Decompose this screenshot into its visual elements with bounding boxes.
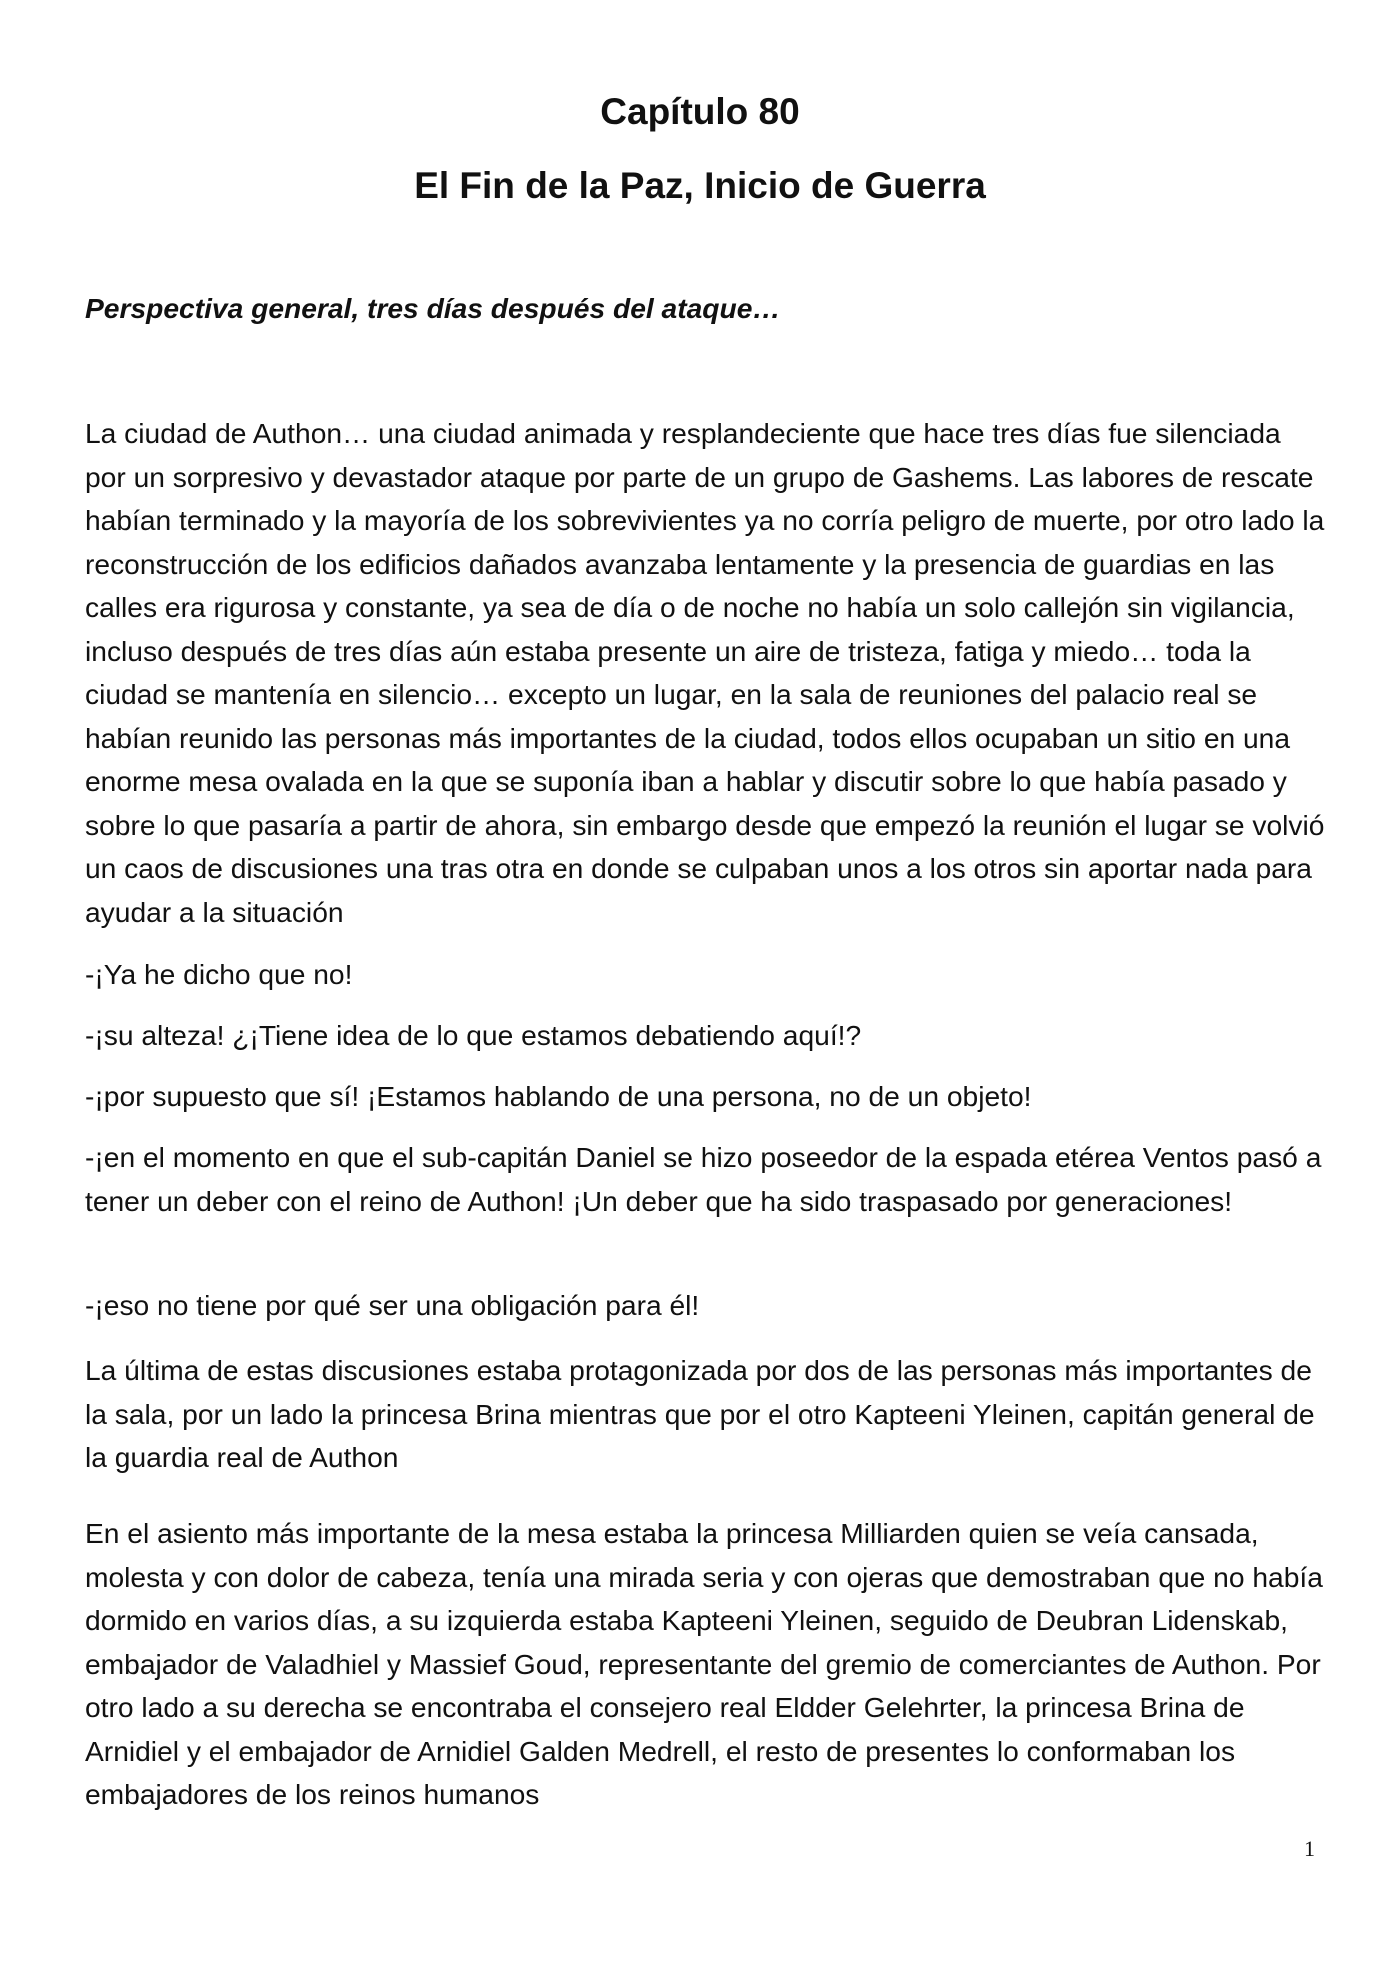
perspective-heading: Perspectiva general, tres días después del ataque…	[85, 292, 781, 324]
dialogue-line: -¡su alteza! ¿¡Tiene idea de lo que estamos debatiendo aquí!?	[85, 1019, 862, 1051]
dialogue-line: -¡Ya he dicho que no!	[85, 958, 353, 990]
paragraph-text: La última de estas discusiones estaba protagonizada por dos de las personas más importantes de la sala, por un lado la princesa Brina mientras que por el otro Kapteeni Yleinen, capitán general de la guardia real de Authon	[85, 1354, 1315, 1473]
chapter-subtitle: El Fin de la Paz, Inicio de Guerra	[414, 165, 986, 206]
paragraph-text: La ciudad de Authon… una ciudad animada y resplandeciente que hace tres días fue silenciada por un sorpresivo y devastador ataque por parte de un grupo de Gashems. Las labores de rescate habían terminado y la mayoría de los sobrevivientes ya no corría peligro de muerte, por otro lado la reconstrucción de los edificios dañados avanzaba lentamente y la presencia de guardias en las calles era rigurosa y constante, ya sea de día o de noche no había un solo callejón sin vigilancia, incluso después de tres días aún estaba presente un aire de tristeza, fatiga y miedo… toda la ciudad se mantenía en silencio… excepto un lugar, en la sala de reuniones del palacio real se habían reunido las personas más importantes de la ciudad, todos ellos ocupaban un sitio en una enorme mesa ovalada en la que se suponía iban a hablar y discutir sobre lo que había pasado y sobre lo que pasaría a partir de ahora, sin embargo desde que empezó la reunión el lugar se volvió un caos de discusiones una tras otra en donde se culpaban unos a los otros sin aportar nada para ayudar a la situación	[85, 417, 1325, 928]
dialogue-line: -¡eso no tiene por qué ser una obligación para él!	[85, 1289, 700, 1321]
paragraph-text: En el asiento más importante de la mesa estaba la princesa Milliarden quien se veía cansada, molesta y con dolor de cabeza, tenía una mirada seria y con ojeras que demostraban que no había dormido en varios días, a su izquierda estaba Kapteeni Yleinen, seguido de Deubran Lidenskab, embajador de Valadhiel y Massief Goud, representante del gremio de comerciantes de Authon. Por otro lado a su derecha se encontraba el consejero real Eldder Gelehrter, la princesa Brina de Arnidiel y el embajador de Arnidiel Galden Medrell, el resto de presentes lo conformaban los embajadores de los reinos humanos	[85, 1517, 1323, 1810]
paragraph-discussion-summary	[85, 1349, 1325, 1480]
chapter-title: Capítulo 80	[600, 91, 800, 132]
dialogue-line: -¡por supuesto que sí! ¡Estamos hablando de una persona, no de un objeto!	[85, 1080, 1032, 1112]
paragraph-intro	[85, 412, 1325, 934]
page-number: 1	[1304, 1836, 1315, 1861]
dialogue-line: -¡en el momento en que el sub-capitán Daniel se hizo poseedor de la espada etérea Ventos pasó a tener un deber con el reino de Authon! ¡Un deber que ha sido traspasado por generaciones!	[85, 1141, 1322, 1217]
paragraph-seating	[85, 1512, 1325, 1817]
